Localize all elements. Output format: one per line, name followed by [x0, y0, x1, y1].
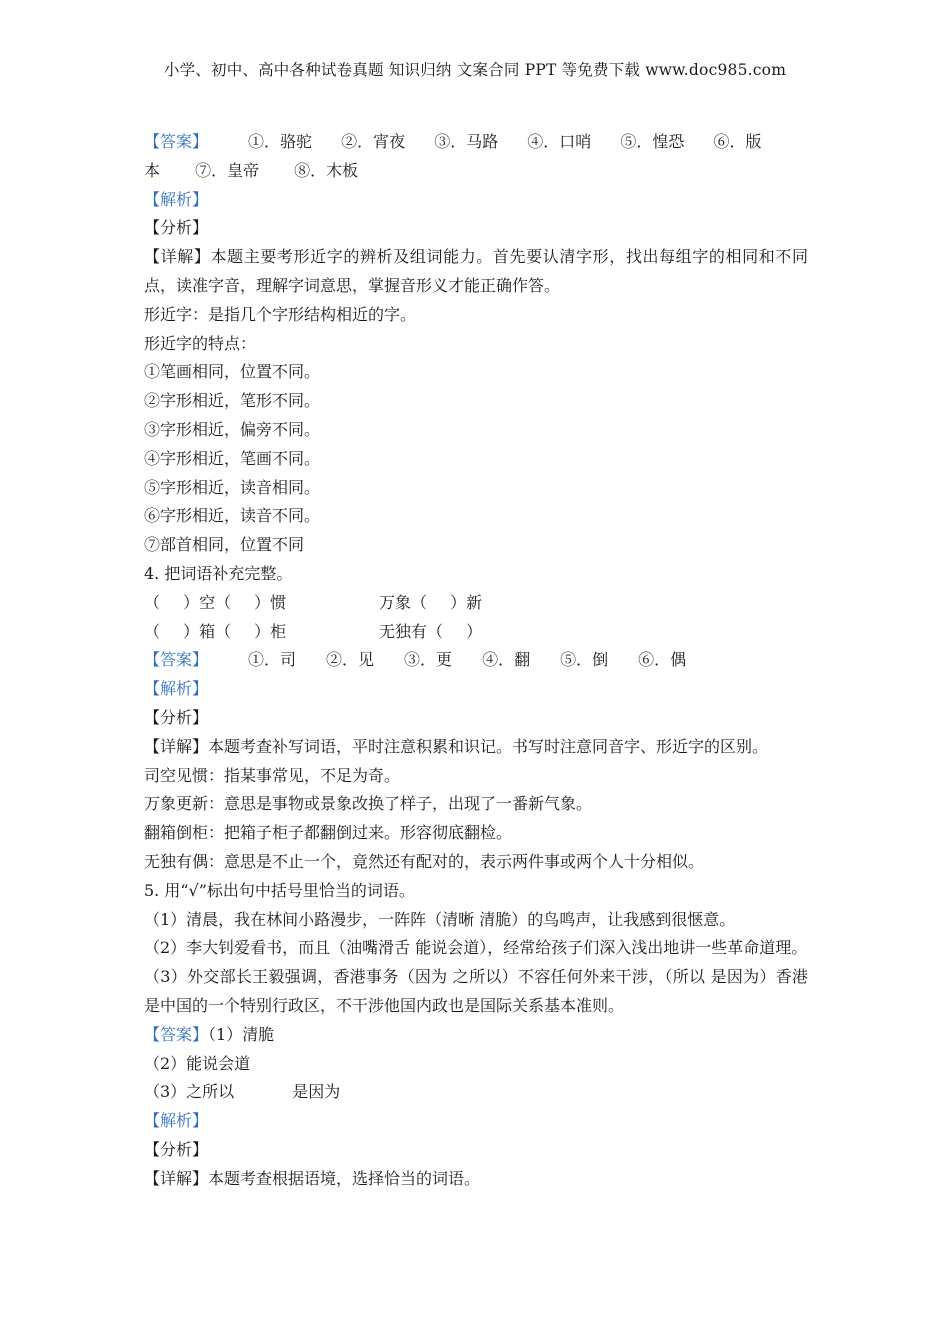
- q4-detail: [144, 733, 808, 762]
- q3-detail-text: 本题主要考形近字的辨析及组词能力。首先要认清字形，找出每组字的相同和不同点，读准字音，理解字词意思，掌握音形义才能正确作答。: [144, 247, 808, 295]
- q5-answer-3a: （3）之所以: [144, 1082, 235, 1102]
- q3-answer-line-2: [144, 157, 808, 186]
- document-body: [144, 128, 808, 1193]
- q4-answer-2: ②．见: [326, 650, 375, 670]
- analysis-tag: 【解析】: [144, 189, 209, 209]
- q5-title: 5. 用“√”标出句中括号里恰当的词语。: [144, 880, 415, 900]
- detail-tag: 【详解】: [144, 736, 209, 756]
- q3-line-8: ⑦部首相同，位置不同: [144, 535, 305, 555]
- q5-answer-line-1: [144, 1021, 808, 1050]
- q4-answer-5: ⑤．倒: [560, 650, 609, 670]
- detail-tag: 【详解】: [144, 247, 211, 267]
- q4-answer-6: ⑥．偶: [638, 650, 687, 670]
- q5-answer-3b: 是因为: [292, 1082, 341, 1102]
- q4-detail-text: 本题考查补写词语，平时注意积累和识记。书写时注意同音字、形近字的区别。: [208, 736, 769, 756]
- q5-answer-2: （2）能说会道: [144, 1053, 251, 1073]
- q4-row2-item-1: （ ）箱（ ）柜: [144, 621, 287, 641]
- q3-detail: [144, 243, 808, 301]
- q3-line-7: ⑥字形相近，读音不同。: [144, 506, 321, 526]
- q4-answer-1: ①．司: [248, 650, 297, 670]
- q3-line-1: 形近字的特点：: [144, 333, 257, 353]
- analysis-tag: 【解析】: [144, 1111, 209, 1131]
- q3-answer-text-2: 本 ⑦．皇帝 ⑧．木板: [144, 160, 359, 180]
- q4-answer-3: ③．更: [404, 650, 453, 670]
- q4-line-0: 司空见惯：指某事常见，不足为奇。: [144, 765, 401, 785]
- page-header: 小学、初中、高中各种试卷真题 知识归纳 文案合同 PPT 等免费下载 www.doc985.com: [163, 61, 787, 79]
- q4-line-1: 万象更新：意思是事物或景象改换了样子，出现了一番新气象。: [144, 794, 593, 814]
- q4-line-2: 翻箱倒柜：把箱子柜子都翻倒过来。形容彻底翻检。: [144, 823, 513, 843]
- q4-row1-item-2: 万象（ ）新: [379, 592, 483, 612]
- q4-answer-line: [144, 646, 808, 675]
- q4-row-2: [144, 618, 808, 647]
- q4-line-3: 无独有偶：意思是不止一个，竟然还有配对的，表示两件事或两个人十分相似。: [144, 851, 705, 871]
- fenxi-tag: 【分析】: [144, 218, 209, 238]
- q5-sentence-3: （3）外交部长王毅强调，香港事务（因为 之所以）不容任何外来干涉，（所以 是因为）香港是中国的一个特别行政区，不干涉他国内政也是国际关系基本准则。: [144, 967, 808, 1015]
- q3-line-5: ④字形相近，笔画不同。: [144, 448, 321, 468]
- q4-answer-4: ④．翻: [482, 650, 531, 670]
- q5-sentence-1: （1）清晨，我在林间小路漫步，一阵阵（清晰 清脆）的鸟鸣声，让我感到很惬意。: [144, 909, 736, 929]
- q3-line-0: 形近字：是指几个字形结构相近的字。: [144, 304, 417, 324]
- q4-row1-item-1: （ ）空（ ）惯: [144, 592, 287, 612]
- q3-answer-line-1: [144, 128, 808, 157]
- answer-tag: 【答案】: [144, 650, 209, 670]
- q5-sentence-2: （2）李大钊爱看书，而且（油嘴滑舌 能说会道），经常给孩子们深入浅出地讲一些革命道理。: [144, 938, 808, 958]
- detail-tag: 【详解】: [144, 1168, 209, 1188]
- fenxi-tag: 【分析】: [144, 1139, 209, 1159]
- q4-row2-item-2: 无独有（ ）: [379, 621, 483, 641]
- q3-answer-text-1: ①．骆驼 ②．宵夜 ③．马路 ④．口哨 ⑤．惶恐 ⑥．版: [248, 132, 762, 151]
- fenxi-tag: 【分析】: [144, 707, 209, 727]
- answer-tag: 【答案】: [144, 132, 209, 151]
- analysis-tag: 【解析】: [144, 679, 209, 699]
- q4-title: 4. 把词语补充完整。: [144, 563, 293, 583]
- q3-line-3: ②字形相近，笔形不同。: [144, 391, 321, 411]
- q5-answer-line-3: [144, 1078, 808, 1107]
- q4-row-1: [144, 589, 808, 618]
- q5-detail-text: 本题考查根据语境，选择恰当的词语。: [208, 1168, 481, 1188]
- q3-line-2: ①笔画相同，位置不同。: [144, 362, 321, 382]
- q5-detail: [144, 1165, 808, 1194]
- q3-line-4: ③字形相近，偏旁不同。: [144, 419, 321, 439]
- answer-tag: 【答案】: [144, 1024, 209, 1044]
- q5-answer-1: （1）清脆: [208, 1024, 275, 1044]
- q3-line-6: ⑤字形相近，读音相同。: [144, 477, 321, 497]
